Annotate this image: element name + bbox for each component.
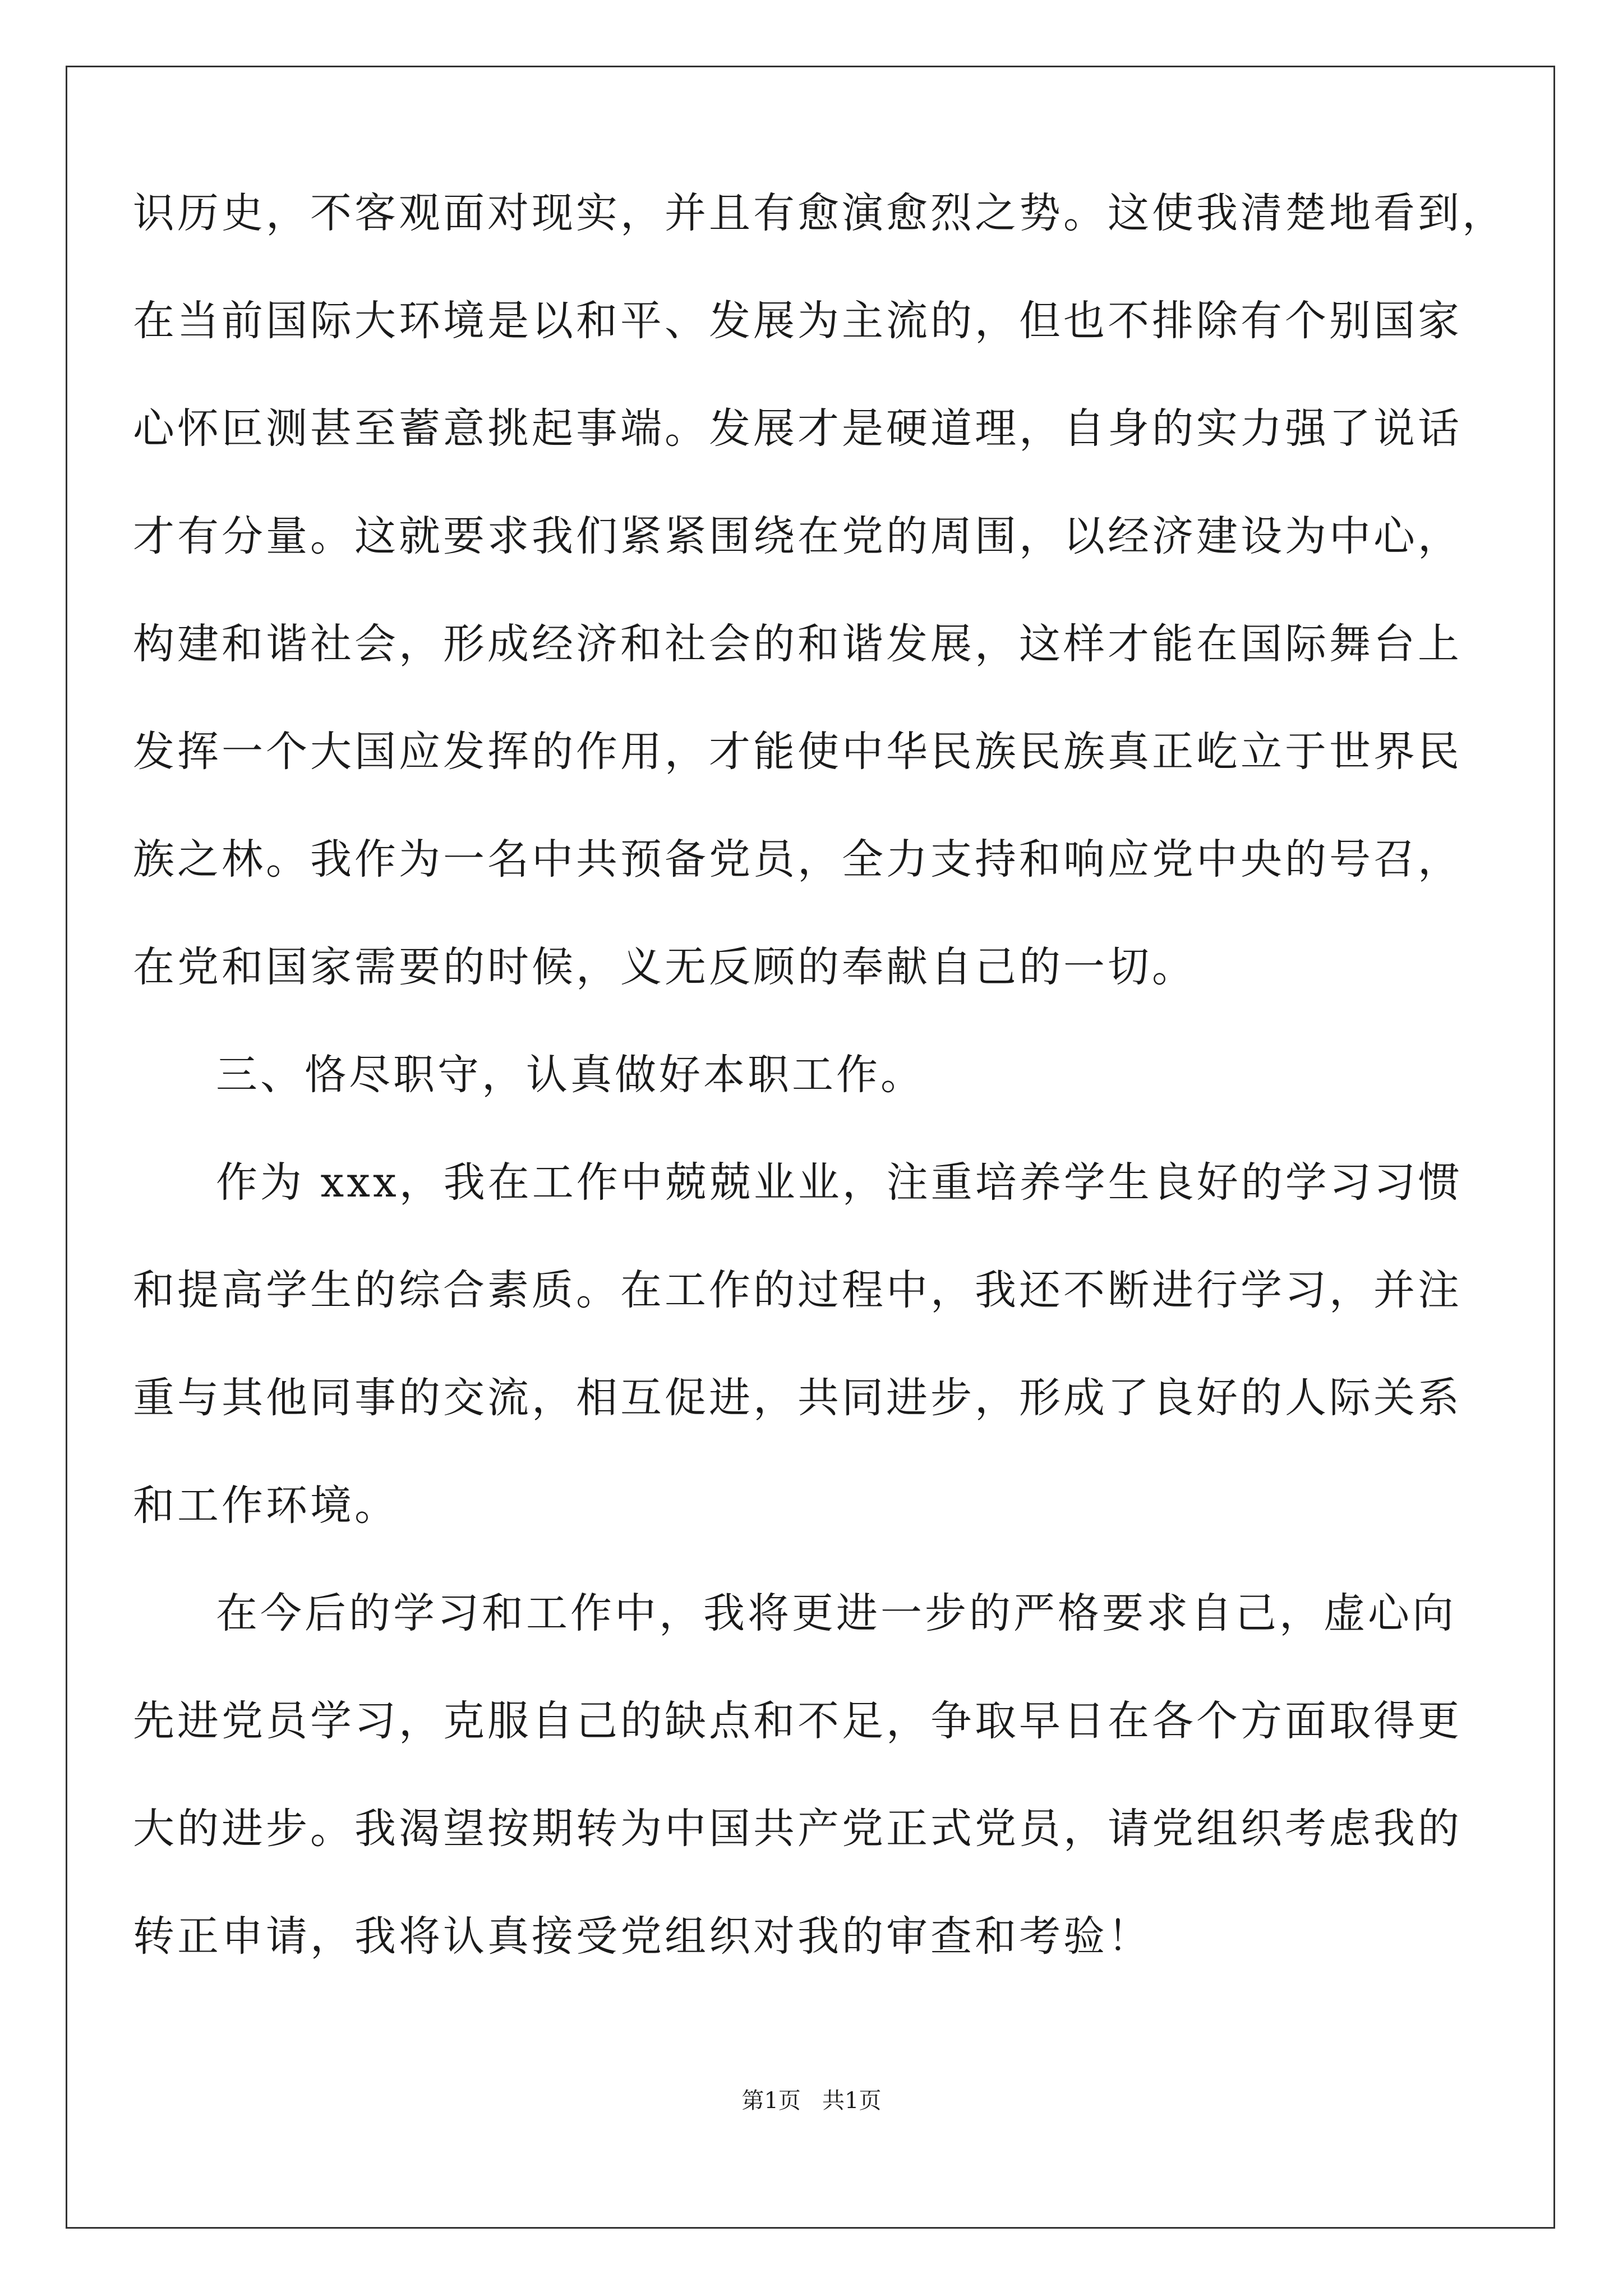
page-footer: 第1页 共1页 bbox=[741, 2088, 882, 2114]
section-heading: 三、恪尽职守，认真做好本职工作。 bbox=[216, 1051, 925, 1099]
text-line: 构建和谐社会，形成经济和社会的和谐发展，这样才能在国际舞台上 bbox=[133, 620, 1462, 668]
text-line: 发挥一个大国应发挥的作用，才能使中华民族民族真正屹立于世界民 bbox=[133, 728, 1462, 776]
text-line: 和提高学生的综合素质。在工作的过程中，我还不断进行学习，并注 bbox=[133, 1266, 1462, 1314]
text-line: 在党和国家需要的时候，义无反顾的奉献自己的一切。 bbox=[133, 943, 1196, 991]
text-line: 大的进步。我渴望按期转为中国共产党正式党员，请党组织考虑我的 bbox=[133, 1805, 1462, 1853]
text-line: 心怀叵测甚至蓄意挑起事端。发展才是硬道理，自身的实力强了说话 bbox=[133, 404, 1462, 453]
text-line: 作为 xxx，我在工作中兢兢业业，注重培养学生良好的学习习惯 bbox=[216, 1158, 1463, 1207]
text-line: 重与其他同事的交流，相互促进，共同进步，形成了良好的人际关系 bbox=[133, 1374, 1462, 1422]
page-frame bbox=[66, 66, 1555, 2229]
text-line: 在当前国际大环境是以和平、发展为主流的，但也不排除有个别国家 bbox=[133, 297, 1462, 345]
text-line: 在今后的学习和工作中，我将更进一步的严格要求自己，虚心向 bbox=[216, 1589, 1456, 1637]
text-line: 族之林。我作为一名中共预备党员，全力支持和响应党中央的号召， bbox=[133, 835, 1462, 884]
text-line: 识历史，不客观面对现实，并且有愈演愈烈之势。这使我清楚地看到， bbox=[133, 189, 1506, 237]
text-line: 才有分量。这就要求我们紧紧围绕在党的周围，以经济建设为中心， bbox=[133, 512, 1462, 560]
text-line: 转正申请，我将认真接受党组织对我的审查和考验！ bbox=[133, 1912, 1152, 1961]
text-line: 先进党员学习，克服自己的缺点和不足，争取早日在各个方面取得更 bbox=[133, 1697, 1462, 1745]
text-line: 和工作环境。 bbox=[133, 1481, 399, 1530]
